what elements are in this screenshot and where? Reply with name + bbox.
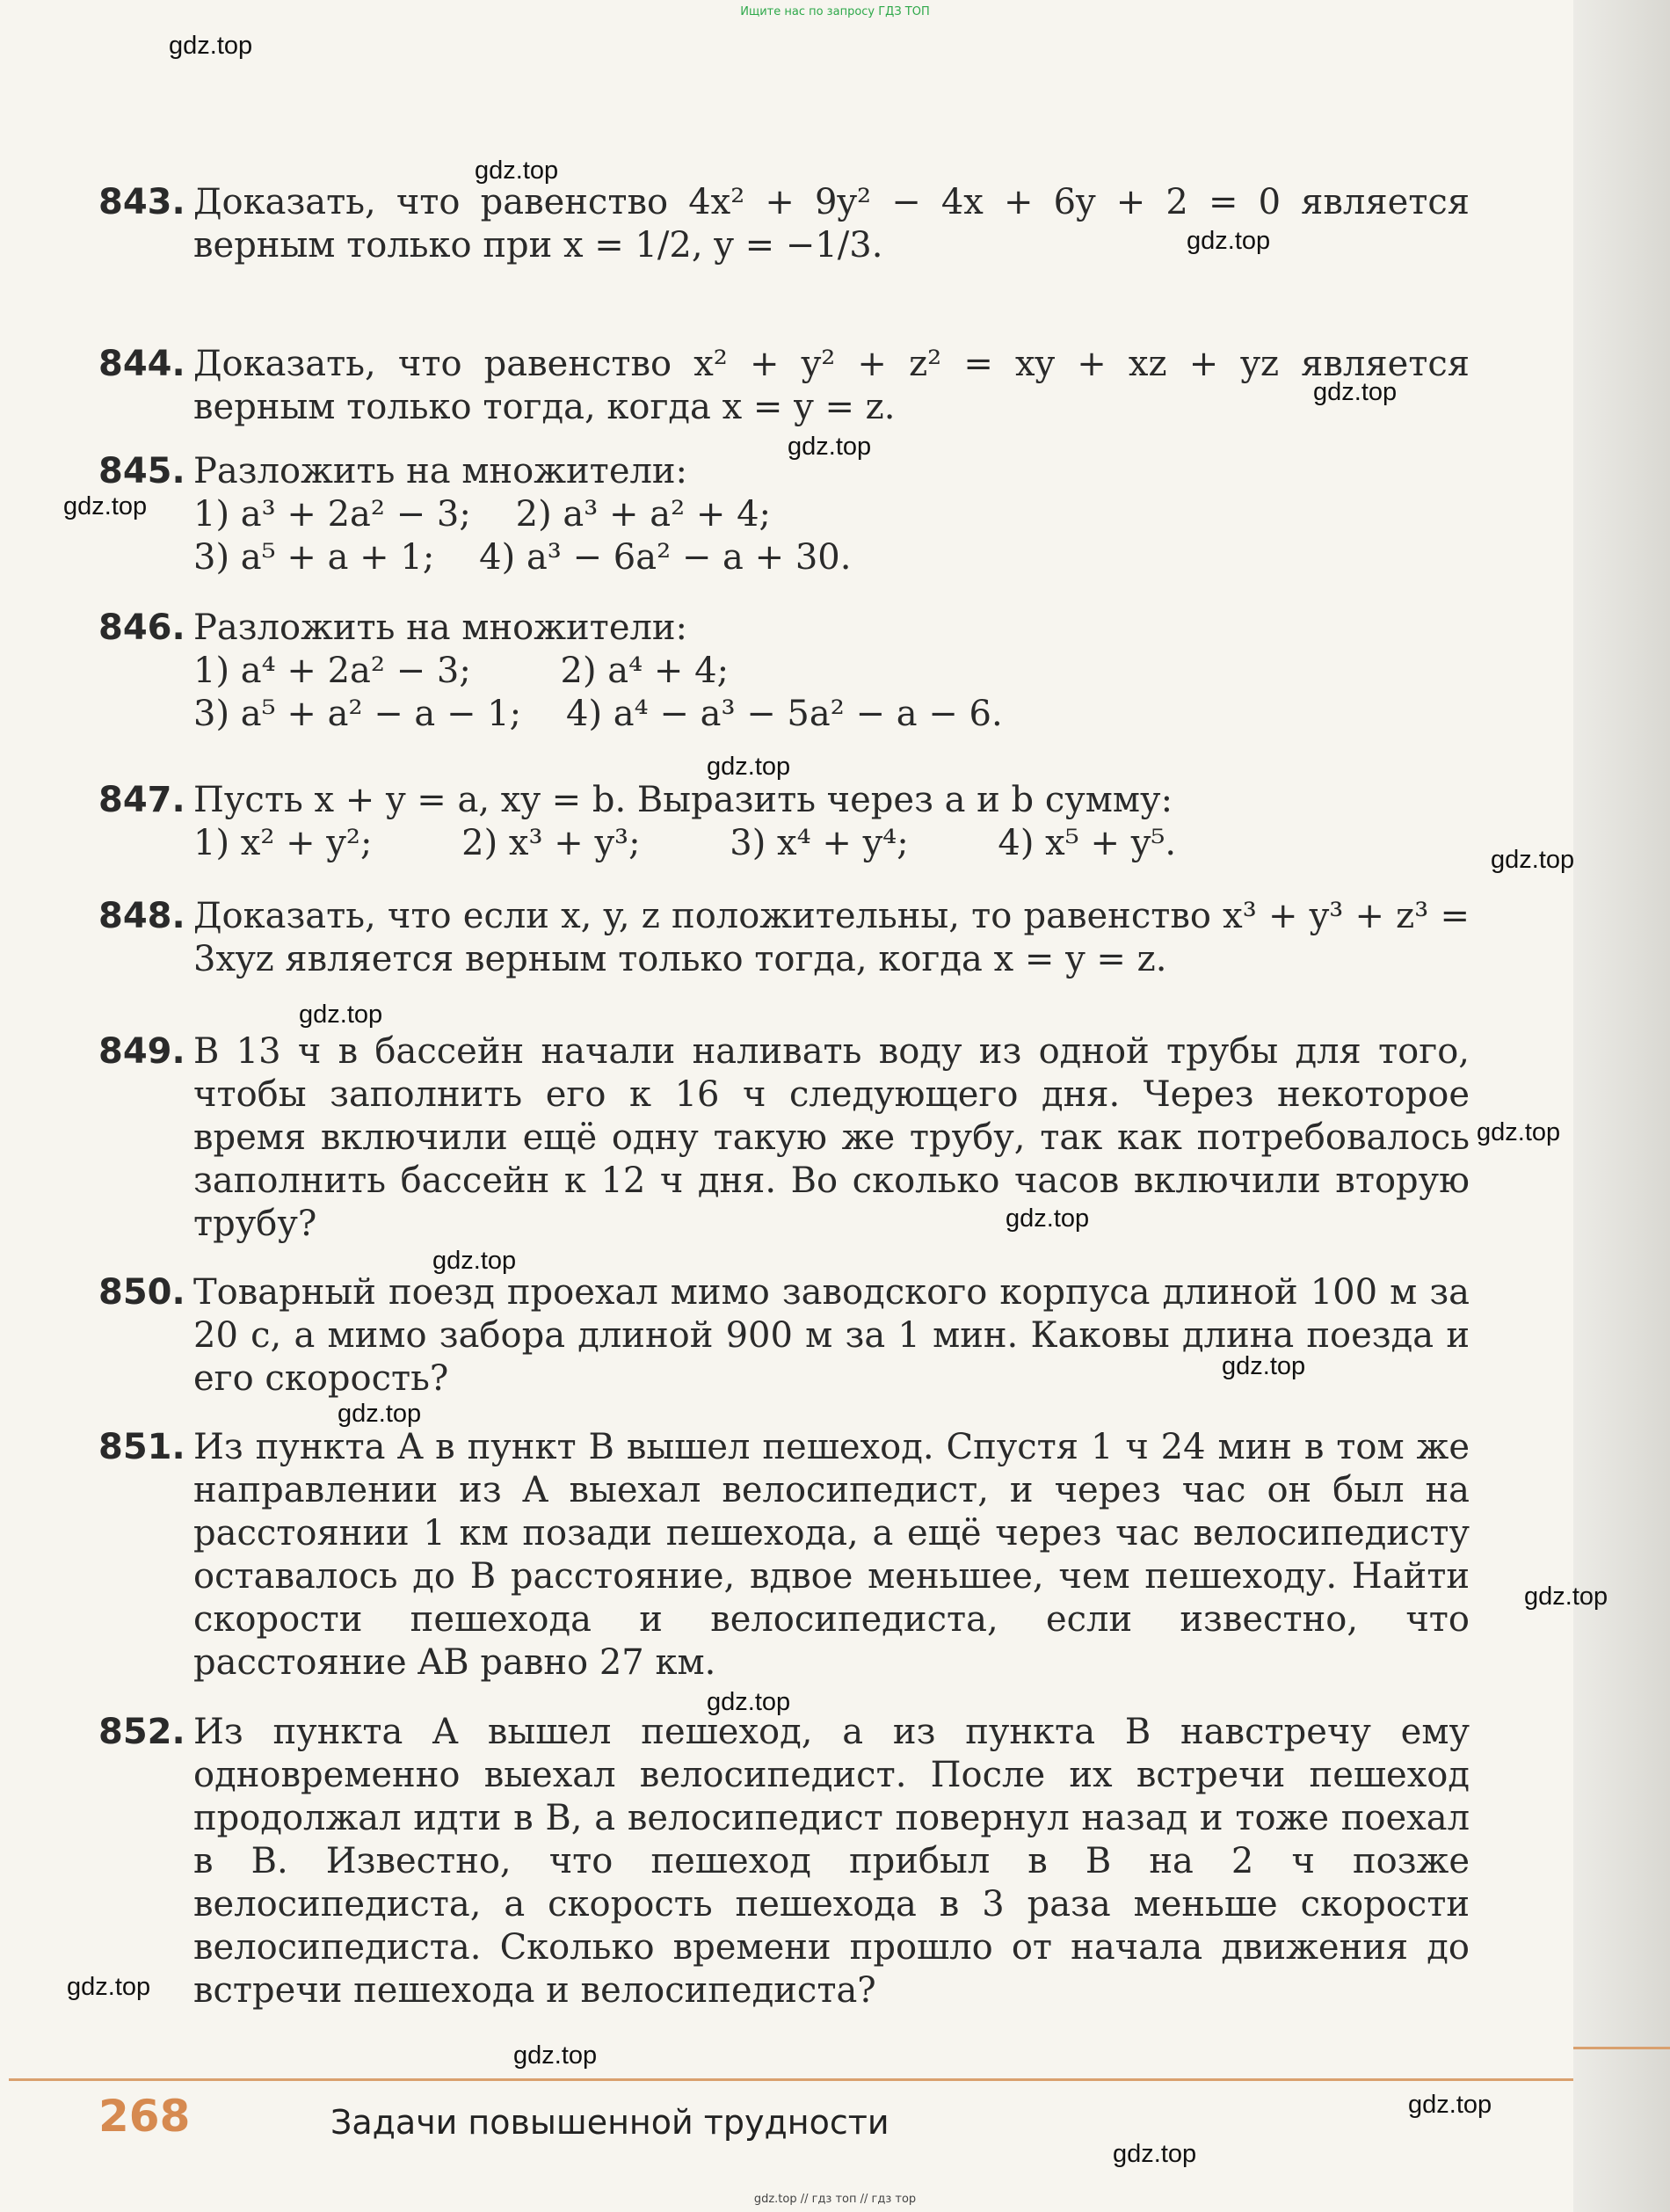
watermark: gdz.top <box>1524 1583 1608 1611</box>
watermark: gdz.top <box>788 433 872 461</box>
watermark: gdz.top <box>1222 1352 1306 1380</box>
bottom-note: gdz.top // гдз топ // гдз тор <box>753 2193 917 2206</box>
problem-848 <box>98 895 1470 981</box>
watermark: gdz.top <box>1477 1118 1561 1146</box>
problem-847 <box>98 779 1470 865</box>
problem-text: Из пункта A вышел пешеход, а из пункта B навстречу ему одновременно выехал велосипедист. После их встречи пешеход продолжал идти в B, а велосипедист повернул назад и тоже поехал в B. Известно, что пешеход прибыл в B на 2 ч позже велосипедиста, а скорость пешехода в 3 раза меньше скорости велосипедиста. Сколько времени прошло от начала движения до встречи пешехода и велосипедиста? <box>193 1712 1470 2011</box>
problem-number: 852. <box>98 1712 185 1752</box>
problem-text: Доказать, что равенство 4x² + 9y² − 4x + 6y + 2 = 0 является верным только при x = 1/2, y = −1/3. <box>193 182 1470 266</box>
section-title: Задачи повышенной трудности <box>330 2103 889 2142</box>
watermark: gdz.top <box>707 1688 791 1716</box>
problem-item: 3) a⁵ + a + 1; 4) a³ − 6a² − a + 30. <box>193 537 852 578</box>
problem-text: Из пункта A в пункт B вышел пешеход. Спустя 1 ч 24 мин в том же направлении из A выехал велосипедист, и через час он был на расстоянии 1 км позади пешехода, а ещё через час велосипедисту оставалось до B расстояние, вдвое меньшее, чем пешеходу. Найти скорости пешехода и велосипедиста, если известно, что расстояние AB равно 27 км. <box>193 1427 1470 1683</box>
watermark: gdz.top <box>1113 2140 1197 2168</box>
page-number: 268 <box>98 2091 191 2142</box>
watermark: gdz.top <box>63 492 148 520</box>
problem-number: 848. <box>98 896 185 936</box>
problem-item: 1) a⁴ + 2a² − 3; 2) a⁴ + 4; <box>193 651 730 691</box>
watermark: gdz.top <box>432 1247 517 1275</box>
problem-number: 850. <box>98 1272 185 1313</box>
watermark: gdz.top <box>707 753 791 781</box>
watermark: gdz.top <box>1006 1204 1090 1233</box>
watermark: gdz.top <box>1187 227 1271 255</box>
problem-number: 843. <box>98 182 185 222</box>
problem-text: Разложить на множители: <box>193 608 688 648</box>
watermark: gdz.top <box>475 156 559 185</box>
problem-text: Разложить на множители: <box>193 451 688 491</box>
problem-number: 844. <box>98 344 185 384</box>
problem-text: В 13 ч в бассейн начали наливать воду из одной трубы для того, чтобы заполнить его к 16 ч следующего дня. Через некоторое время включили ещё одну такую же трубу, так как потребовалось заполнить бассейн к 12 ч дня. Во сколько часов включили вторую трубу? <box>193 1031 1470 1244</box>
problem-number: 845. <box>98 451 185 491</box>
problem-845 <box>98 450 1470 579</box>
problem-846 <box>98 607 1470 736</box>
problem-item: 1) x² + y²; 2) x³ + y³; 3) x⁴ + y⁴; 4) x⁵ + y⁵. <box>193 823 1177 863</box>
watermark: gdz.top <box>338 1400 422 1428</box>
problem-850 <box>98 1271 1470 1401</box>
problem-text: Пусть x + y = a, xy = b. Выразить через a и b сумму: <box>193 780 1173 820</box>
watermark: gdz.top <box>67 1973 151 2001</box>
problem-text: Товарный поезд проехал мимо заводского корпуса длиной 100 м за 20 с, а мимо забора длиной 900 м за 1 мин. Каковы длина поезда и его скорость? <box>193 1272 1470 1399</box>
problem-number: 849. <box>98 1031 185 1072</box>
footer-rule <box>9 2078 1573 2081</box>
problem-851 <box>98 1426 1470 1684</box>
problem-852 <box>98 1711 1470 2012</box>
problem-item: 3) a⁵ + a² − a − 1; 4) a⁴ − a³ − 5a² − a − 6. <box>193 694 1003 734</box>
problem-number: 851. <box>98 1427 185 1467</box>
watermark: gdz.top <box>513 2041 598 2070</box>
problem-number: 846. <box>98 608 185 648</box>
watermark: gdz.top <box>169 32 253 60</box>
problem-849 <box>98 1030 1470 1246</box>
watermark: gdz.top <box>1408 2091 1492 2119</box>
watermark: gdz.top <box>1491 846 1575 874</box>
problem-number: 847. <box>98 780 185 820</box>
search-note: Ищите нас по запросу ГДЗ ТОП <box>740 5 930 18</box>
watermark: gdz.top <box>299 1000 383 1029</box>
problem-844 <box>98 343 1470 429</box>
page-edge-shadow <box>1573 0 1670 2212</box>
problem-843 <box>98 181 1470 267</box>
problem-text: Доказать, что равенство x² + y² + z² = xy + xz + yz является верным только тогда, когда x = y = z. <box>193 344 1470 427</box>
watermark: gdz.top <box>1313 378 1398 406</box>
footer-rule-edge <box>1573 2047 1670 2049</box>
problem-text: Доказать, что если x, y, z положительны, то равенство x³ + y³ + z³ = 3xyz является верным только тогда, когда x = y = z. <box>193 896 1470 979</box>
problem-item: 1) a³ + 2a² − 3; 2) a³ + a² + 4; <box>193 494 772 535</box>
